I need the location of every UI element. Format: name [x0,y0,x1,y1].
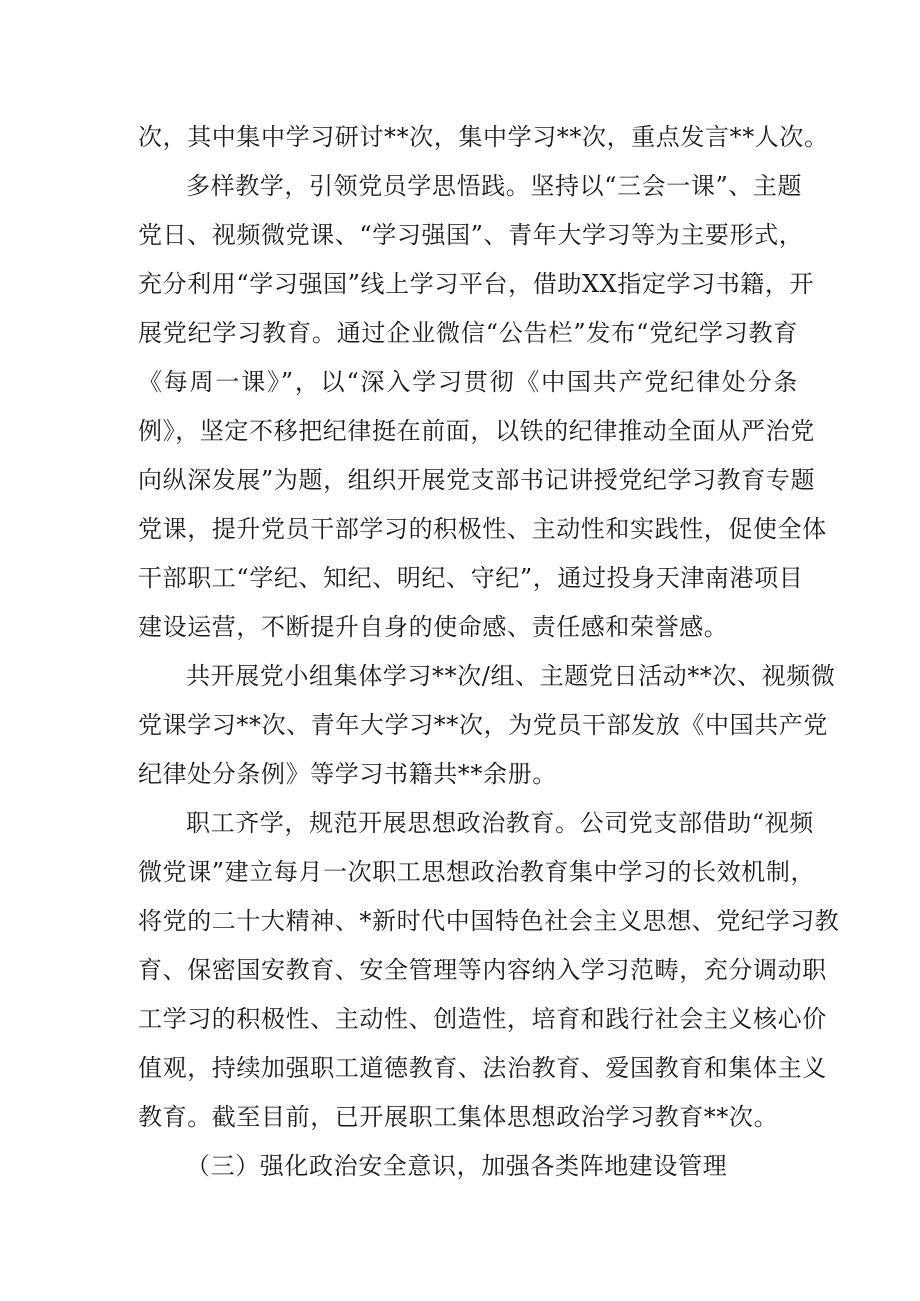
text-line: 次，其中集中学习研讨**次，集中学习**次，重点发言**人次。 [138,123,829,151]
text-line: 例》，坚定不移把纪律挺在前面，以铁的纪律推动全面从严治党 [138,417,815,445]
paragraph-start-line: 职工齐学，规范开展思想政治教育。公司党支部借助“视频 [186,809,814,837]
text-line: 工学习的积极性、主动性、创造性，培育和践行社会主义核心价 [138,1005,827,1033]
text-line: 展党纪学习教育。通过企业微信“公告栏”发布“党纪学习教育 [138,319,798,347]
section-heading: （三）强化政治安全意识，加强各类阵地建设管理 [186,1152,728,1180]
text-line: 纪律处分条例》等学习书籍共**余册。 [138,760,557,788]
paragraph-start-line: 共开展党小组集体学习**次/组、主题党日活动**次、视频微 [186,662,836,690]
text-line: 建设运营，不断提升自身的使命感、责任感和荣誉感。 [138,613,729,641]
text-line: 充分利用“学习强国”线上学习平台，借助XX指定学习书籍，开 [138,270,815,298]
text-line: 微党课”建立每月一次职工思想政治教育集中学习的长效机制， [138,858,816,886]
text-line: 育、保密国安教育、安全管理等内容纳入学习范畴，充分调动职 [138,956,827,984]
text-line: 教育。截至目前，已开展职工集体思想政治学习教育**次。 [138,1103,779,1131]
text-line: 向纵深发展”为题，组织开展党支部书记讲授党纪学习教育专题 [138,466,816,494]
text-line: 将党的二十大精神、*新时代中国特色社会主义思想、党纪学习教 [138,907,840,935]
paragraph-start-line: 多样教学，引领党员学思悟践。坚持以“三会一课”、主题 [186,172,803,200]
text-line: 值观，持续加强职工道德教育、法治教育、爱国教育和集体主义 [138,1054,827,1082]
text-line: 干部职工“学纪、知纪、明纪、守纪”，通过投身天津南港项目 [138,564,804,592]
text-line: 《每周一课》”，以“深入学习贯彻《中国共产党纪律处分条 [138,368,798,396]
text-line: 党日、视频微党课、“学习强国”、青年大学习等为主要形式， [138,221,804,249]
text-line: 党课，提升党员干部学习的积极性、主动性和实践性，促使全体 [138,515,827,543]
text-line: 党课学习**次、青年大学习**次，为党员干部发放《中国共产党 [138,711,828,739]
